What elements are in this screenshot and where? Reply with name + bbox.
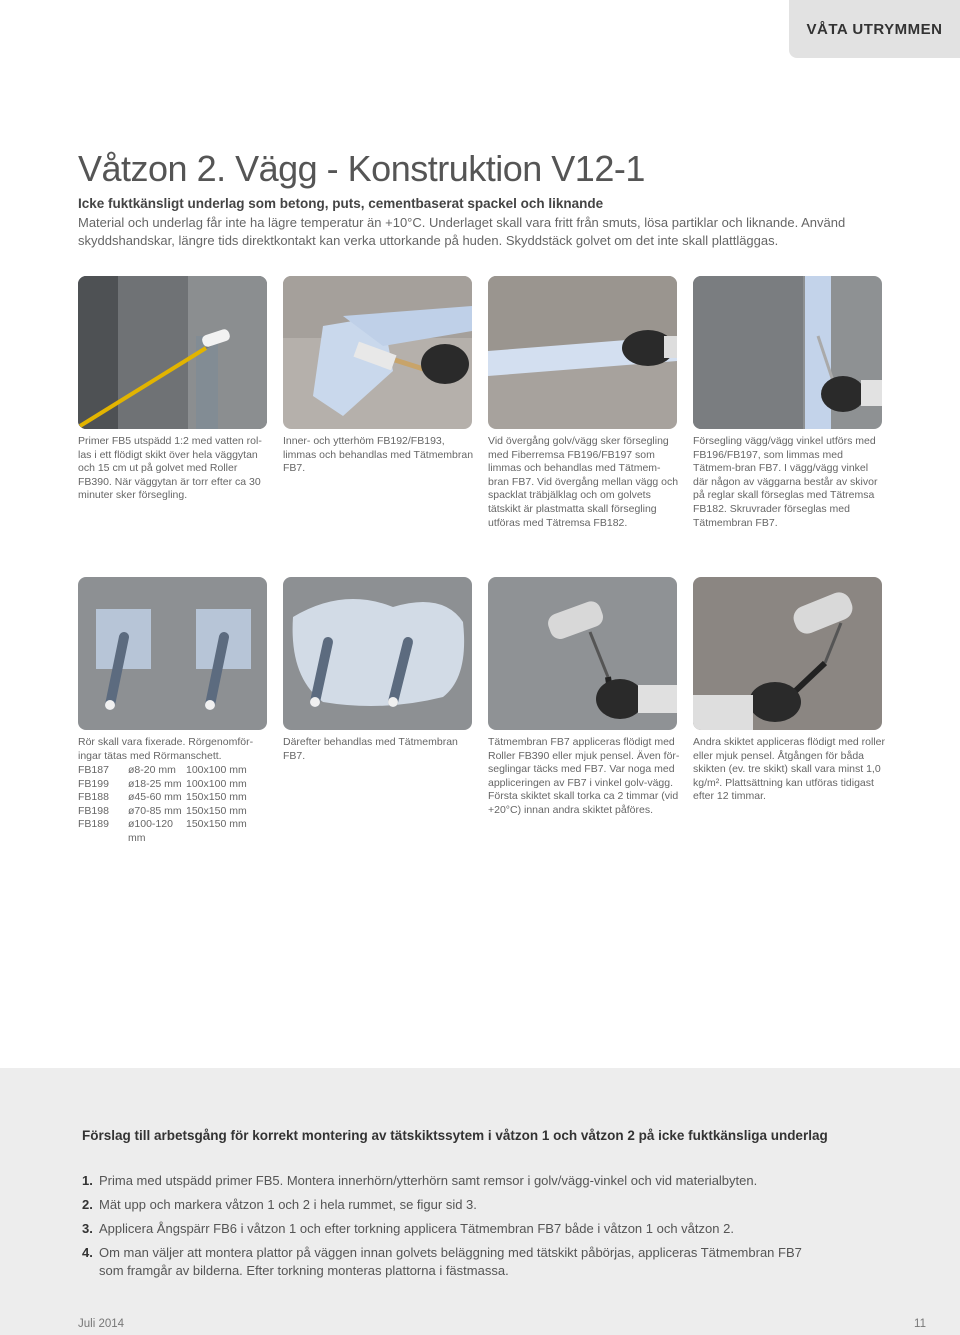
spec-size: 150x150 mm (186, 818, 247, 831)
photo-inner-corner (283, 276, 472, 429)
work-order-step (82, 1244, 822, 1280)
photo-primer-roller (78, 276, 267, 429)
photo-floor-wall-strip (488, 276, 677, 429)
spec-row (78, 818, 247, 845)
footer-date: Juli 2014 (78, 1318, 125, 1330)
spec-code: FB188 (78, 791, 109, 804)
photo-pipes-membrane (283, 577, 472, 730)
photo-wall-corner-seal (693, 276, 882, 429)
spec-size: 150x150 mm (186, 804, 247, 817)
caption-wall-wall: Försegling vägg/vägg vinkel utförs med FB196/FB197, som limmas med Tätmem-bran FB7. I vägg/vägg vinkel där någon av väggarna består av skivor på reglar skall förseglas med Tätremsa FB182. Skruvrader förseglas med Tätmembran FB7. (693, 435, 878, 529)
spec-row (78, 791, 247, 805)
caption-pipes: Rör skall vara fixerade. Rörgenomför-ingar tätas med Rörmanschett. (78, 736, 254, 762)
spec-row (78, 778, 247, 792)
caption-second-coat: Andra skiktet appliceras flödigt med roller eller mjuk pensel. Åtgången för båda skikten (ev. tre skikt) skall vara minst 1,0 kg/m². Plattsättning kan utföras tidigast efter 12 timmar. (693, 736, 886, 803)
caption-pipes-membrane: Därefter behandlas med Tätmembran FB7. (283, 736, 458, 762)
spec-row (78, 805, 247, 819)
section-tab: VÅTA UTRYMMEN (789, 0, 960, 58)
spec-diameter: ø8-20 mm (128, 764, 176, 776)
page-title: Våtzon 2. Vägg - Konstruktion V12-1 (78, 148, 645, 189)
spec-code: FB198 (78, 804, 109, 817)
spec-diameter: ø18-25 mm (128, 777, 182, 790)
step-text: Om man väljer att montera plattor på väggen innan golvets beläggning med tätskikt påbörjas, appliceras Tätmembran FB7 som framgår av bilderna. Efter torkning monteras plattorna i fästmassa. (99, 1245, 802, 1278)
spec-code: FB199 (78, 777, 109, 790)
work-order-title: Förslag till arbetsgång för korrekt montering av tätskiktssytem i våtzon 1 och våtzon 2 på icke fuktkänsliga underlag (82, 1128, 828, 1143)
spec-code: FB187 (78, 764, 109, 776)
spec-diameter: ø45-60 mm (128, 791, 182, 804)
work-order-step (82, 1220, 822, 1238)
step-number: 2. (82, 1197, 93, 1212)
page-subtitle: Icke fuktkänsligt underlag som betong, puts, cementbaserat spackel och liknande (78, 196, 604, 211)
work-order-step (82, 1172, 822, 1190)
photo-roller-first-coat (488, 577, 677, 730)
step-number: 4. (82, 1245, 93, 1260)
intro-text: Material och underlag får inte ha lägre temperatur än +10°C. Underlaget skall vara fritt från smuts, lösa partiklar och liknande. Använd skyddshandskar, längre tids direktkontakt kan verka uttorkande på huden. Skyddstäck golvet om det inte skall plattläggas. (78, 215, 846, 248)
step-text: Mät upp och markera våtzon 1 och 2 i hela rummet, se figur sid 3. (99, 1197, 477, 1212)
step-number: 3. (82, 1221, 93, 1236)
spec-diameter: ø70-85 mm (128, 804, 182, 817)
spec-size: 150x150 mm (186, 791, 247, 804)
step-text: Applicera Ångspärr FB6 i våtzon 1 och efter torkning applicera Tätmembran FB7 både i våtzon 1 och våtzon 2. (99, 1221, 734, 1236)
photo-pipe-collars (78, 577, 267, 730)
work-order-step (82, 1196, 822, 1214)
caption-inner-corner: Inner- och ytterhöm FB192/FB193, limmas och behandlas med Tätmembran FB7. (283, 435, 474, 475)
page-number: 11 (914, 1318, 926, 1330)
caption-primer: Primer FB5 utspädd 1:2 med vatten rol-las i ett flödigt skikt över hela väggytan och 15 cm ut på golvet med Roller FB390. När väggytan är torr efter ca 30 minuter sker försegling. (78, 435, 262, 502)
pipe-sleeve-spec-table (78, 764, 247, 846)
spec-size: 100x100 mm (186, 764, 247, 776)
caption-first-coat: Tätmembran FB7 appliceras flödigt med Roller FB390 eller mjuk pensel. Även för-seglingar täcks med FB7. Var noga med appliceringen av FB7 i vinkel golv-vägg. Första skiktet skall torka ca 2 timmar (vid +20°C) innan andra skiktet påföres. (488, 736, 680, 816)
spec-code: FB189 (78, 818, 109, 831)
spec-size: 100x100 mm (186, 777, 247, 790)
step-text: Prima med utspädd primer FB5. Montera innerhörn/ytterhörn samt remsor i golv/vägg-vinkel och vid materialbyten. (99, 1173, 758, 1188)
photo-roller-second-coat (693, 577, 882, 730)
spec-row (78, 764, 247, 778)
step-number: 1. (82, 1173, 93, 1188)
caption-floor-wall: Vid övergång golv/vägg sker försegling med Fiberremsa FB196/FB197 som limmas och behandlas med Tätmem-bran FB7. Vid övergång mellan vägg och spacklat träbjälklag och om golvets tätskikt är plastmatta skall försegling utföras med Tätremsa FB182. (488, 435, 679, 529)
spec-diameter: ø100-120 mm (128, 818, 173, 844)
